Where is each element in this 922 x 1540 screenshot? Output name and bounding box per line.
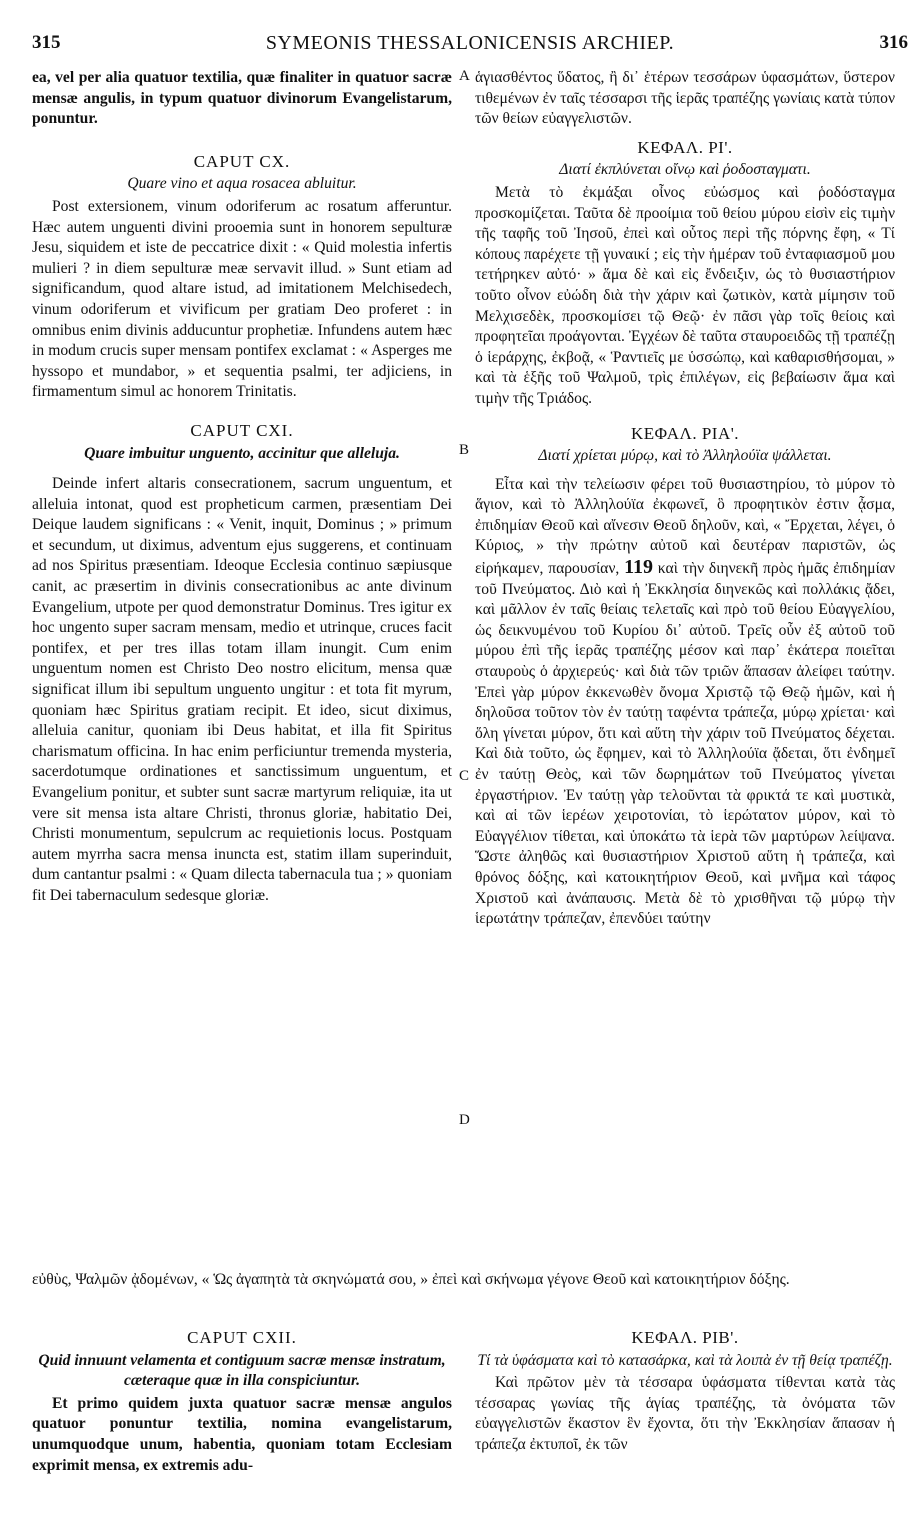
latin-intro: ea, vel per alia quatuor textilia, quæ finaliter in quatuor sacræ mensæ angulis, in typum quatuor divinorum Evangelistarum, ponuntur. (32, 69, 452, 128)
latin-caput-111-text: Deinde infert altaris consecrationem, sacrum unguentum, et alleluia intonat, quod est propheticum carmen, præsentiam Dei Deique laudem significans : « Venit, inquit, Dominus ; » primum et secundum, ut diximus, adventum ejus suggerens, et continuam ad nos Spiritus præsentiam. Ideoque Ecclesia continuo sæpiusque canit, ac præsertim in divinis consecrationibus ac ante divinum Evangelium, utpote per quod demonstratur Dominus. Tres igitur ex hoc ungento super sacram mensam, medio et utrinque, cruces facit pontifex, et per tres illas totam illam inungit. Cum enim unguentum nomen est Christo Deo nostro elicitum, mensa quæ significat illum ibi sepultum unguento ungitur : et tota fit myrum, quoniam hæc Spiritus gratiam recipit. Et ideo, sicut diximus, alleluia canitur, quoniam ibi Deus habitat, et illa fit Spiritus charismatum officina. In hac enim perficiuntur tremenda mysteria, sacerdotumque ordinationes et sanctissimum unguentum, et Evangelium ponitur, et subter sunt sacræ martyrum reliquiæ, ita ut vere sit mensa ista altare Christi, thronus gloriæ, habitatio Dei, Christi monumentum, sepulcrum ac requietionis locus. Postquam autem myrrha sacra mensa inuncta est, statim illam superinduit, dum cantantur psalmi : « Quam dilecta tabernacula tua ; » quoniam fit Dei tabernaculum sedesque gloriæ. (32, 475, 452, 904)
latin-caput-112-subtitle: Quid innuunt velamenta et contiguum sacræ mensæ instratum, cæteraque quæ in illa conspiciuntur. (38, 1351, 446, 1390)
greek-intro: ἁγιασθέντος ὕδατος, ἢ δι᾿ ἑτέρων τεσσάρων ὑφασμάτων, ὕστερον τιθεμένων ἐν ταῖς τέσσαρσι τῆς ἱερᾶς τραπέζης γωνίαις κατὰ τύπον τῶν θείων εὐαγγελιστῶν. (475, 69, 895, 128)
margin-marker-b: B (459, 442, 470, 458)
greek-continuation-line: εὐθὺς, Ψαλμῶν ᾀδομένων, « Ὡς ἀγαπητὰ τὰ σκηνώματά σου, » ἐπεὶ καὶ σκήνωμα γέγονε Θεοῦ καὶ κατοικητήριον δόξης. (32, 1271, 790, 1288)
page-header (32, 32, 908, 60)
running-title: SYMEONIS THESSALONICENSIS ARCHIEP. (265, 32, 675, 54)
greek-kephal-112-title: ΚΕΦΑΛ. ΡΙΒ'. (631, 1328, 739, 1347)
greek-kephal-112-text: Καὶ πρῶτον μὲν τὰ τέσσαρα ὑφάσματα τίθενται κατὰ τὰς τέσσαρας γωνίας τῆς ἁγίας τραπέζης, τὰ ὀνόματα τῶν εὐαγγελιστῶν ἕκαστον ἓν ἔχοντα, ὅτι τὴν Ἐκκλησίαν ἅπασαν ἡ τράπεζα ἐκτυποῖ, ἐκ τῶν (475, 1374, 895, 1453)
latin-caput-112-text: Et primo quidem juxta quatuor sacræ mensæ angulos quatuor ponuntur textilia, nomina evangelistarum, unumquodque unum, habentia, quoniam totam Ecclesiam exprimit mensa, ex extremis adu- (32, 1394, 452, 1474)
greek-kephal-110-subtitle: Διατί ἐκπλύνεται οἴνῳ καὶ ῥοδοσταγματι. (559, 161, 811, 179)
greek-kephal-111-text-part-b: καὶ τὴν διηνεκῆ πρὸς ἡμᾶς ἐπιδημίαν τοῦ Πνεύματος. Διὸ καὶ ἡ Ἐκκλησία διηνεκῶς καὶ πολλάκις ᾄδει, καὶ μᾶλλον ἐν ταῖς θείαις τελεταῖς καὶ πρὸ τοῦ θείου Εὐαγγελίου, ὡς δεικνυμένου τοῦ Κυρίου δι᾿ αὐτοῦ. Τρεῖς οὖν ἐξ αὐτοῦ τοῦ μύρου ἐπὶ τῆς ἱερᾶς τραπέζης μέσον καὶ παρ᾿ ἑκάτερα ποιεῖται σταυροὺς ὁ ἀρχιερεύς· καὶ διὰ τῶν τριῶν ἅπασαν ἀλείφει ταύτην. Ἐπεὶ γὰρ μύρον ἐκκενωθὲν ὄνομα Χριστῷ τῷ Θεῷ ἡμῶν, καὶ ἡ δηλοῦσα τοῦτον τὸν ἐν ταύτῃ ταφέντα τράπεζα, μύρῳ χρίεται· καὶ ὅλη γίνεται μύρον, ὅτι καὶ αὕτη τὴν χάριν τοῦ Πνεύματος δέχεται. Καὶ διὰ τοῦτο, ὡς ἔφημεν, καὶ τὸ Ἀλληλούϊα ᾄδεται, ὅτι ἐνδημεῖ ἐν ταύτῃ Θεὸς, καὶ τῶν δωρημάτων τοῦ Πνεύματος γίνεται ἐργαστήριον. Ἐν ταύτῃ γὰρ τελοῦνται τὰ φρικτά τε καὶ μυστικὰ, καὶ αἱ τῶν ἱερέων χειροτονίαι, τὸ ἱερώτατον μύρον, καὶ τὸ Εὐαγγέλιον τίθεται, καὶ ὑποκάτω τὰ ἱερὰ τῶν μαρτύρων λείψανα. Ὥστε ἀληθῶς καὶ θυσιαστήριον Χριστοῦ αὕτη ἡ τράπεζα, καὶ θρόνος δόξης, καὶ κατοικητήριον Θεοῦ, καὶ μνῆμα καὶ τάφος Χριστοῦ καὶ ἀνάπαυσις. Μετὰ δὲ τὸ χρισθῆναι τῷ μύρῳ τὴν ἱερωτάτην τράπεζαν, ἐπενδύει ταύτην (475, 560, 896, 928)
latin-caput-110-subtitle: Quare vino et aqua rosacea abluitur. (127, 175, 357, 193)
greek-kephal-111-text (475, 475, 895, 930)
greek-lower-column (475, 1316, 895, 1456)
page-number-left: 315 (32, 32, 61, 53)
greek-kephal-110-title: ΚΕΦΑΛ. ΡΙ'. (637, 137, 733, 157)
margin-marker-d: D (459, 1112, 470, 1128)
greek-column (475, 68, 895, 930)
margin-marker-c: C (459, 768, 470, 784)
margin-marker-a: A (459, 68, 470, 84)
latin-caput-110-text: Post extersionem, vinum odoriferum ac rosatum afferuntur. Hæc autem unguenti divini prooemia sunt in honorem sepulturæ Jesu, siquidem et iste de peccatrice dixit : « Quid molestia infertis mulieri ? in diem sepulturæ meæ servavit illud. » Sunt etiam ad significandum, quod altare istud, ad imitationem Melchisedech, vinum odoriferum et vivificum per gratiam Deo proferet : in omnibus enim divinis adducuntur prophetiæ. Infundens autem hæc in modum crucis super mensam pontifex exclamat : « Asperges me hyssopo et mundabor, » et sequentia psalmi, ter adjiciens, in firmamentum simul ac honorem Trinitatis. (32, 197, 452, 401)
inline-page-number: 119 (624, 556, 653, 579)
latin-caput-112-title: CAPUT CXII. (187, 1328, 297, 1347)
greek-kephal-112-subtitle: Τί τὰ ὑφάσματα καὶ τὸ κατασάρκα, καὶ τὰ λοιπὰ ἐν τῇ θείᾳ τραπέζῃ. (477, 1351, 893, 1369)
latin-caput-111-title: CAPUT CXI. (190, 420, 294, 440)
greek-kephal-110-text: Μετὰ τὸ ἐκμάξαι οἶνος εὐώσμος καὶ ῥοδόσταγμα προσκομίζεται. Ταῦτα δὲ προοίμια τοῦ θείου μύρου εἰσὶν εἰς τιμὴν τῆς ταφῆς τοῦ Ἰησοῦ, ἐπεὶ καὶ οὗτος περὶ τῆς πόρνης ἔφη, « Τί κόπους παρέχετε τῇ γυναικί ; εἰς τὴν ἡμέραν τοῦ ἐνταφιασμοῦ μου τετήρηκεν αὐτό· » ἅμα δὲ καὶ εἰς ἔνδειξιν, ὡς τὸ θυσιαστήριον τοῦτο οἶνον εὐώδη διὰ τὴν χάριν καὶ ζωτικὸν, κατὰ μίμησιν τοῦ Μελχισεδὲκ, προσκομίσει τῷ Θεῷ· ἐν πᾶσι γὰρ τοῖς θείοις καὶ προφητεῖαι προάγονται. Ἐγχέων δὲ ταῦτα σταυροειδῶς τῇ τραπέζῃ ὁ ἱεράρχης, ἐκβοᾷ, « Ῥαντιεῖς με ὑσσώπῳ, καὶ καθαρισθήσομαι, » καὶ τὰ ἑξῆς τοῦ Ψαλμοῦ, τρὶς ἐπιλέγων, εἰς βεβαίωσιν ἅμα καὶ τιμὴν τῆς Τριάδος. (475, 183, 895, 407)
latin-lower-column (32, 1316, 452, 1476)
greek-kephal-111-title: ΚΕΦΑΛ. ΡΙΑ'. (630, 423, 740, 443)
latin-caput-111-subtitle: Quare imbuitur unguento, accinitur que alleluja. (84, 444, 400, 462)
greek-kephal-111-subtitle: Διατί χρίεται μύρῳ, καὶ τὸ Ἀλληλούϊα ψάλλεται. (538, 447, 832, 465)
latin-column (32, 68, 452, 907)
latin-caput-110-title: CAPUT CX. (193, 151, 291, 171)
greek-kephal-111-text-part-a: Εἶτα καὶ τὴν τελείωσιν φέρει τοῦ θυσιαστηρίου, τὸ μύρον τὸ ἅγιον, καὶ τὸ Ἀλληλούϊα ἐκφωνεῖ, ὃ προφητικὸν ἐστιν ᾆσμα, ἐπιδημίαν Θεοῦ καὶ αἴνεσιν Θεοῦ δηλοῦν, καὶ, « Ἔρχεται, λέγει, ὁ Κύριος, » τὴν πρώτην αὐτοῦ καὶ δευτέραν παριστῶν, ὡς εἰρήκαμεν, παρουσίαν, (475, 475, 895, 578)
page-number-right: 316 (879, 32, 908, 53)
